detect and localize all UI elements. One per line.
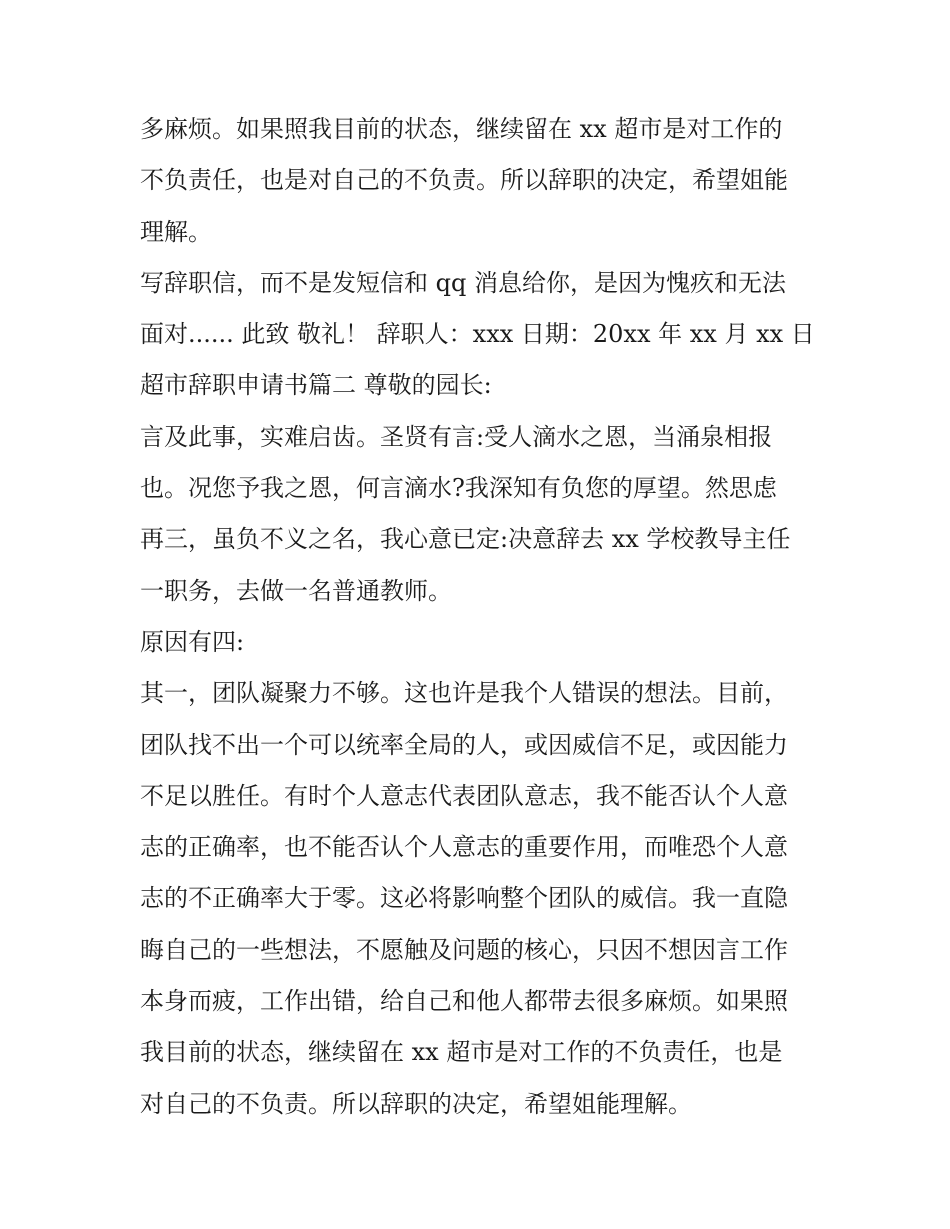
text-line: 不负责任，也是对自己的不负责。所以辞职的决定，希望姐能: [140, 166, 788, 195]
text-line: 团队找不出一个可以统率全局的人，或因威信不足，或因能力: [140, 730, 788, 759]
text-line: 晦自己的一些想法，不愿触及问题的核心，只因不想因言工作: [140, 935, 788, 964]
text-line: 原因有四:: [140, 627, 245, 656]
text-line: 一职务，去做一名普通教师。: [140, 576, 452, 605]
text-line: 写辞职信，而不是发短信和 qq 消息给你，是因为愧疚和无法: [140, 268, 786, 297]
text-line: 志的正确率，也不能否认个人意志的重要作用，而唯恐个人意: [140, 833, 788, 862]
text-line: 再三，虽负不义之名，我心意已定:决意辞去 xx 学校教导主任: [140, 525, 791, 554]
text-line: 不足以胜任。有时个人意志代表团队意志，我不能否认个人意: [140, 781, 788, 810]
text-line: 我目前的状态，继续留在 xx 超市是对工作的不负责任，也是: [140, 1038, 783, 1067]
text-line: 其一，团队凝聚力不够。这也许是我个人错误的想法。目前，: [140, 679, 788, 708]
text-line: 面对...... 此致 敬礼！ 辞职人：xxx 日期：20xx 年 xx 月 xx 日: [140, 320, 815, 349]
text-line: 也。况您予我之恩，何言滴水?我深知有负您的厚望。然思虑: [140, 474, 777, 503]
text-line: 志的不正确率大于零。这必将影响整个团队的威信。我一直隐: [140, 884, 788, 913]
text-line: 多麻烦。如果照我目前的状态，继续留在 xx 超市是对工作的: [140, 115, 783, 143]
text-line: 本身而疲，工作出错，给自己和他人都带去很多麻烦。如果照: [140, 987, 788, 1016]
document-body: [140, 104, 820, 1130]
text-line: 对自己的不负责。所以辞职的决定，希望姐能理解。: [140, 1089, 692, 1118]
text-line: 言及此事，实难启齿。圣贤有言:受人滴水之恩，当涌泉相报: [140, 422, 773, 451]
text-line: 理解。: [140, 217, 212, 246]
section-heading: 超市辞职申请书篇二 尊敬的园长:: [140, 371, 492, 400]
